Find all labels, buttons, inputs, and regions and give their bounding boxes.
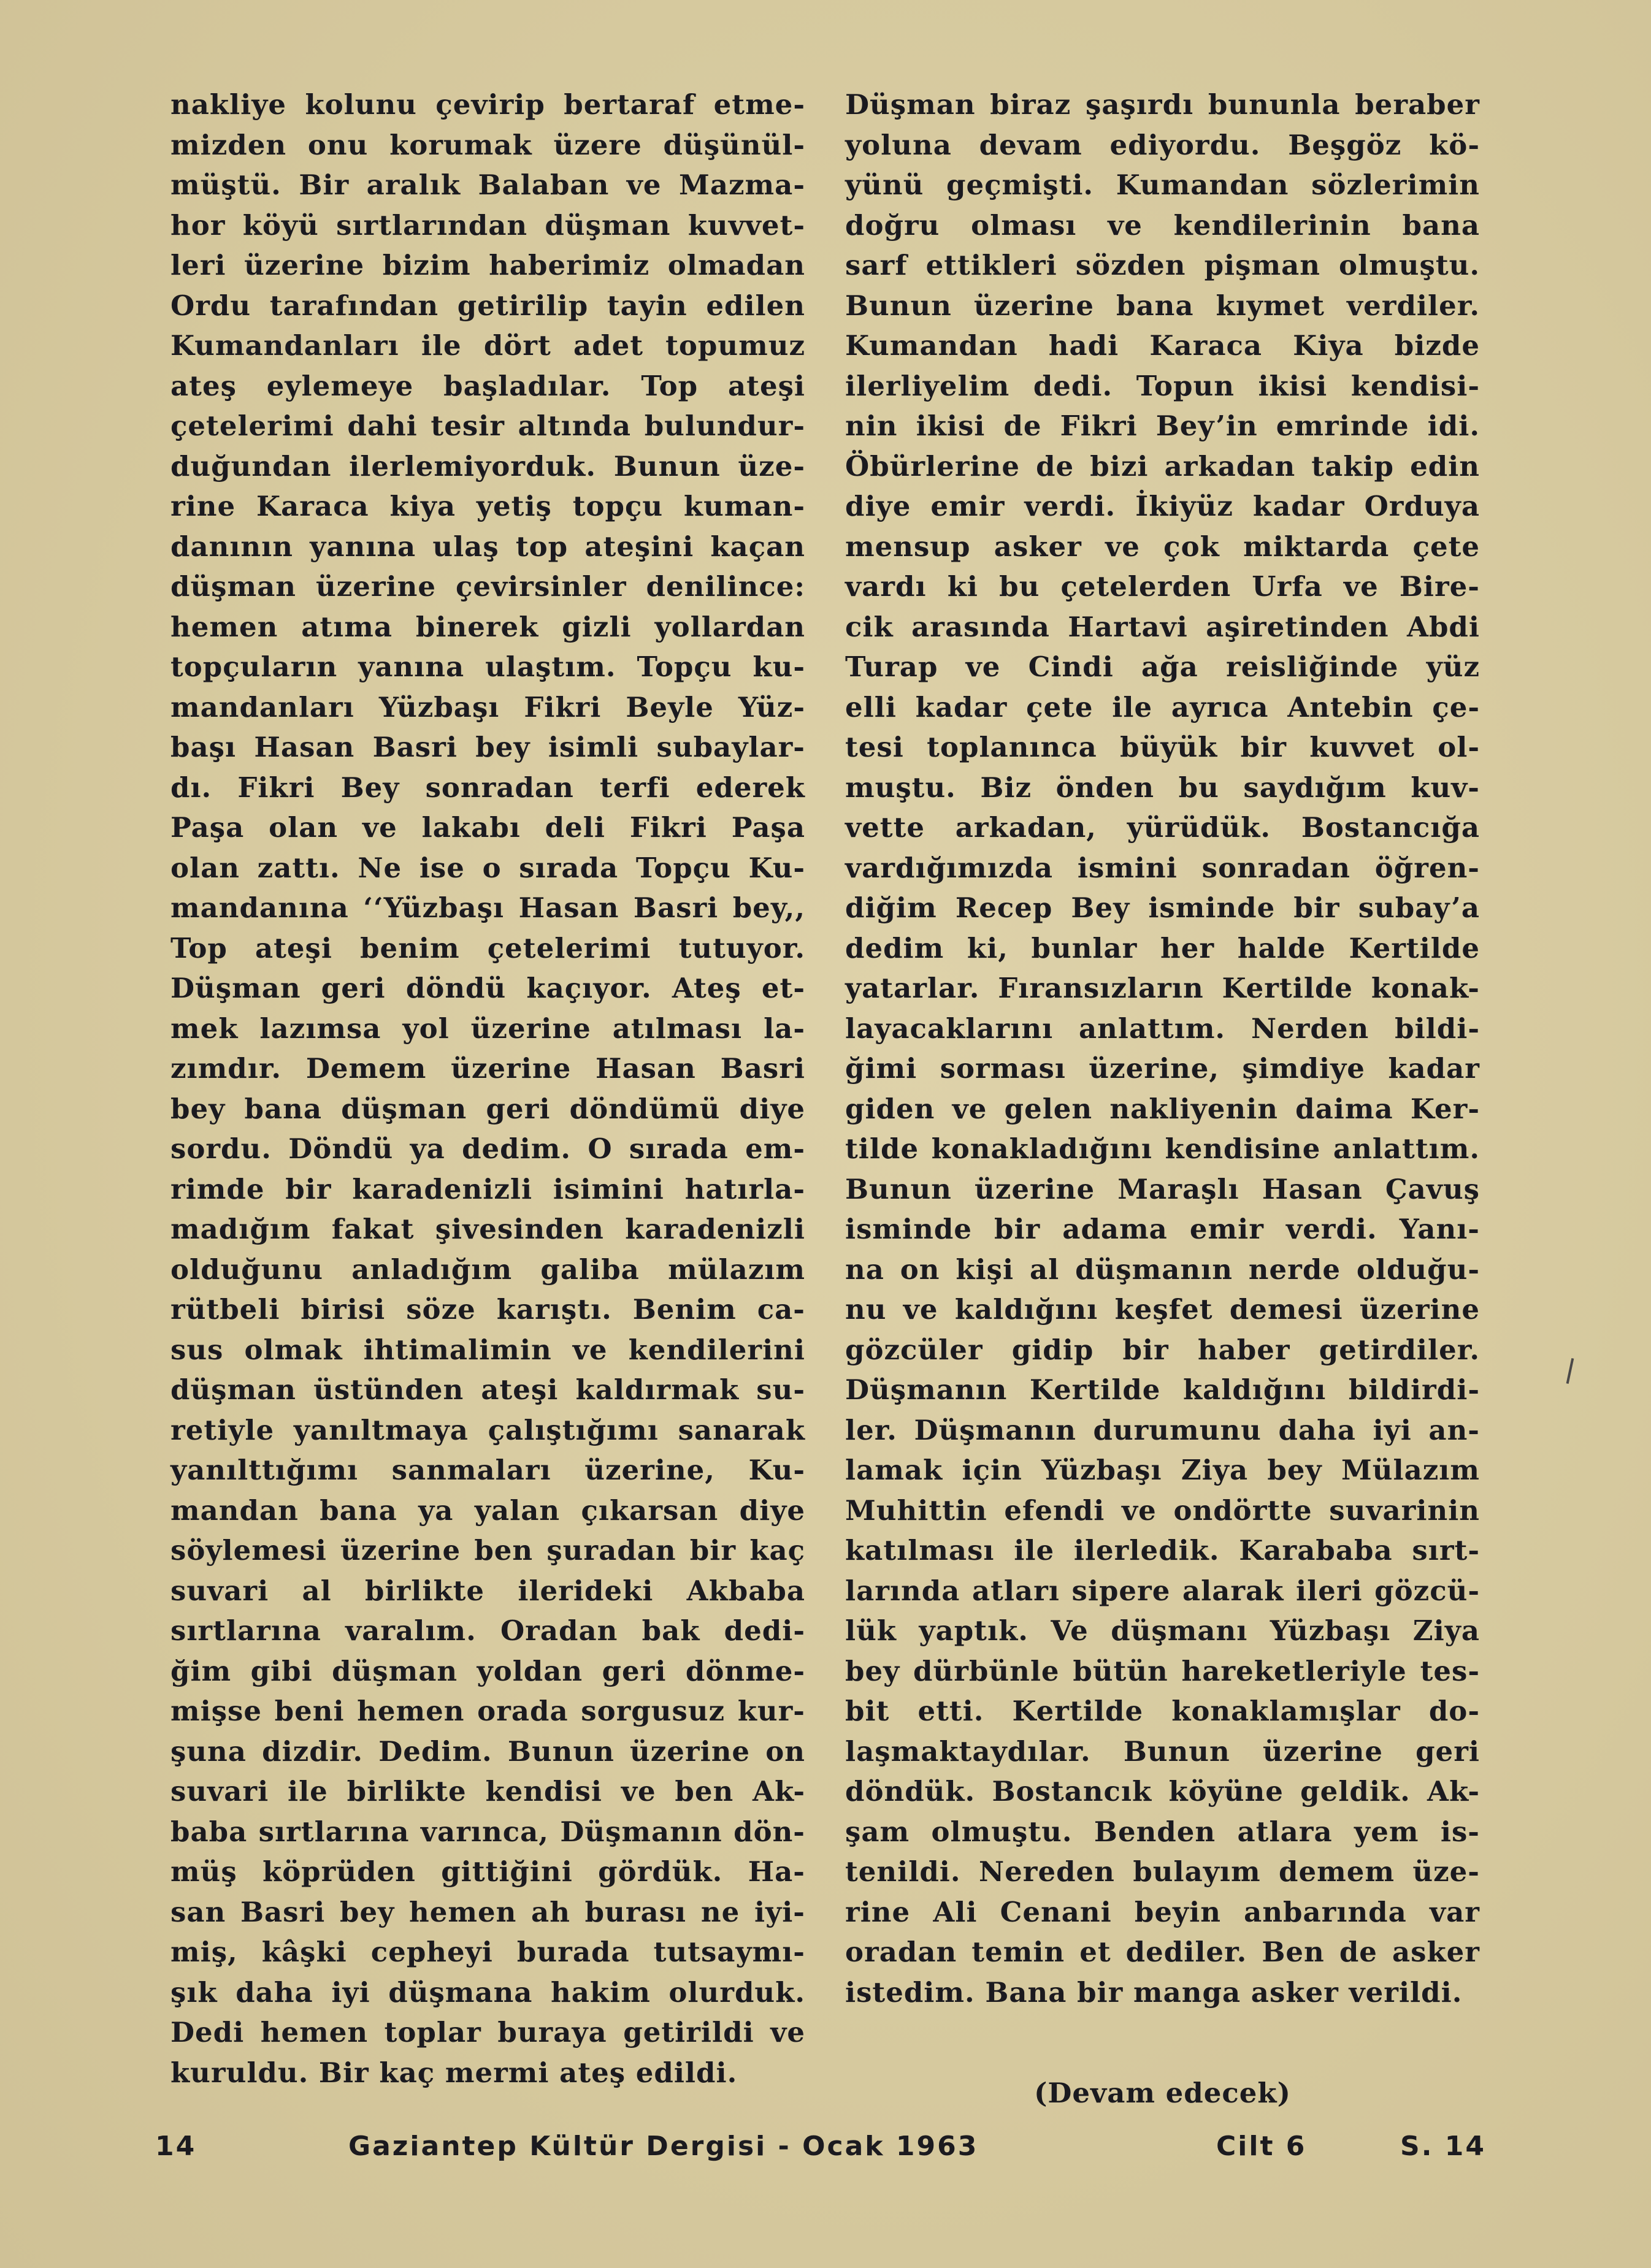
text-line: duğundan ilerlemiyorduk. Bunun üze- <box>170 449 805 483</box>
text-line: bey bana düşman geri döndümü diye <box>170 1092 805 1125</box>
text-line: müş köprüden gittiğini gördük. Ha- <box>170 1855 805 1888</box>
text-line: nu ve kaldığını keşfet demesi üzerine <box>845 1293 1480 1326</box>
text-line: diğim Recep Bey isminde bir subay’a <box>845 892 1480 924</box>
text-line: sus olmak ihtimalimin ve kendilerini <box>170 1333 805 1366</box>
text-line: şuna dizdir. Dedim. Bunun üzerine on <box>170 1735 805 1768</box>
text-line: layacaklarını anlattım. Nerden bildi- <box>845 1012 1480 1045</box>
text-line: nakliye kolunu çevirip bertaraf etme- <box>170 88 805 121</box>
text-line: yanılttığımı sanmaları üzerine, Ku- <box>170 1454 805 1486</box>
text-line: Öbürlerine de bizi arkadan takip edin <box>845 449 1480 483</box>
text-line: rimde bir karadenizli isimini hatırla- <box>170 1172 805 1205</box>
text-line: istedim. Bana bir manga asker verildi. <box>845 1976 1463 2009</box>
text-line: Ordu tarafından getirilip tayin edilen <box>170 289 805 322</box>
text-line: Düşmanın Kertilde kaldığını bildirdi- <box>845 1373 1480 1406</box>
text-line: Kumandanları ile dört adet topumuz <box>170 329 805 362</box>
text-line: rine Karaca kiya yetiş topçu kuman- <box>170 490 805 522</box>
text-line: düşman üzerine çevirsinler denilince: <box>170 570 805 603</box>
left-text-column <box>170 85 805 2093</box>
text-line: gözcüler gidip bir haber getirdiler. <box>845 1333 1480 1366</box>
text-line: cik arasında Hartavi aşiretinden Abdi <box>845 610 1480 643</box>
text-line: Düşman biraz şaşırdı bununla beraber <box>845 88 1480 121</box>
text-line: muştu. Biz önden bu saydığım kuv- <box>845 771 1480 804</box>
text-line: elli kadar çete ile ayrıca Antebin çe- <box>845 690 1480 724</box>
text-line: sarf ettikleri sözden pişman olmuştu. <box>845 249 1480 281</box>
text-line: larında atları sipere alarak ileri gözcü- <box>845 1574 1480 1607</box>
text-line: şık daha iyi düşmana hakim olurduk. <box>170 1976 805 2009</box>
text-line: rütbeli birisi söze karıştı. Benim ca- <box>170 1293 805 1326</box>
text-line: Kumandan hadi Karaca Kiya bizde <box>845 329 1480 362</box>
text-line: yatarlar. Fıransızların Kertilde konak- <box>845 972 1480 1004</box>
text-line: na on kişi al düşmanın nerde olduğu- <box>845 1253 1480 1286</box>
text-line: döndük. Bostancık köyüne geldik. Ak- <box>845 1775 1480 1808</box>
continued-note: (Devam edecek) <box>1034 2077 1291 2109</box>
text-line: mek lazımsa yol üzerine atılması la- <box>170 1012 805 1045</box>
text-line: Paşa olan ve lakabı deli Fikri Paşa <box>170 811 805 844</box>
text-line: tesi toplanınca büyük bir kuvvet ol- <box>845 731 1480 763</box>
text-line: mişse beni hemen orada sorgusuz kur- <box>170 1695 805 1727</box>
text-line: tenildi. Nereden bulayım demem üze- <box>845 1855 1480 1888</box>
text-line: mensup asker ve çok miktarda çete <box>845 530 1480 563</box>
text-line: baba sırtlarına varınca, Düşmanın dön- <box>170 1815 805 1848</box>
text-line: ler. Düşmanın durumunu daha iyi an- <box>845 1413 1480 1446</box>
text-line: mandanına ‘‘Yüzbaşı Hasan Basri bey,, <box>170 892 805 924</box>
text-line: vardı ki bu çetelerden Urfa ve Bire- <box>845 570 1480 603</box>
text-line: suvari ile birlikte kendisi ve ben Ak- <box>170 1775 805 1808</box>
text-line: vette arkadan, yürüdük. Bostancığa <box>845 811 1480 844</box>
text-line: miş, kâşki cepheyi burada tutsaymı- <box>170 1936 805 1968</box>
text-line: isminde bir adama emir verdi. Yanı- <box>845 1213 1480 1245</box>
footer-page-number: 14 <box>155 2131 197 2162</box>
text-line: lük yaptık. Ve düşmanı Yüzbaşı Ziya <box>845 1614 1480 1647</box>
text-line: Düşman geri döndü kaçıyor. Ateş et- <box>170 972 805 1004</box>
text-line: Bunun üzerine Maraşlı Hasan Çavuş <box>845 1172 1480 1205</box>
text-line: olduğunu anladığım galiba mülazım <box>170 1253 805 1286</box>
text-line: başı Hasan Basri bey isimli subaylar- <box>170 731 805 763</box>
text-line: müştü. Bir aralık Balaban ve Mazma- <box>170 169 805 201</box>
page-footer <box>155 2131 1486 2167</box>
text-line: danının yanına ulaş top ateşini kaçan <box>170 530 805 563</box>
text-line: topçuların yanına ulaştım. Topçu ku- <box>170 651 805 683</box>
footer-volume: Cilt 6 <box>1216 2131 1307 2162</box>
text-line: Dedi hemen toplar buraya getirildi ve <box>170 2016 805 2048</box>
text-line: diye emir verdi. İkiyüz kadar Orduya <box>845 490 1480 522</box>
text-line: hor köyü sırtlarından düşman kuvvet- <box>170 208 805 242</box>
text-line: lamak için Yüzbaşı Ziya bey Mülazım <box>845 1454 1480 1486</box>
text-line: düşman üstünden ateşi kaldırmak su- <box>170 1373 805 1406</box>
text-line: dedim ki, bunlar her halde Kertilde <box>845 931 1480 964</box>
footer-journal: Gaziantep Kültür Dergisi - Ocak 1963 <box>348 2131 979 2162</box>
text-line: bit etti. Kertilde konaklamışlar do- <box>845 1695 1480 1727</box>
text-line: madığım fakat şivesinden karadenizli <box>170 1213 805 1245</box>
text-line: yoluna devam ediyordu. Beşgöz kö- <box>845 128 1480 161</box>
text-line: oradan temin et dediler. Ben de asker <box>845 1936 1480 1968</box>
text-line: bey dürbünle bütün hareketleriyle tes- <box>845 1654 1480 1687</box>
text-line: şam olmuştu. Benden atlara yem is- <box>845 1815 1480 1848</box>
text-line: mizden onu korumak üzere düşünül- <box>170 128 805 161</box>
text-line: yünü geçmişti. Kumandan sözlerimin <box>845 169 1480 201</box>
right-text-column <box>845 85 1480 2012</box>
text-line: olan zattı. Ne ise o sırada Topçu Ku- <box>170 851 805 884</box>
text-line: sordu. Döndü ya dedim. O sırada em- <box>170 1132 805 1165</box>
text-line: leri üzerine bizim haberimiz olmadan <box>170 249 805 281</box>
text-line: retiyle yanıltmaya çalıştığımı sanarak <box>170 1413 805 1446</box>
text-line: Turap ve Cindi ağa reisliğinde yüz <box>845 651 1480 683</box>
text-line: zımdır. Demem üzerine Hasan Basri <box>170 1052 805 1085</box>
text-line: giden ve gelen nakliyenin daima Ker- <box>845 1092 1480 1125</box>
text-line: katılması ile ilerledik. Karababa sırt- <box>845 1534 1480 1567</box>
text-line: Bunun üzerine bana kıymet verdiler. <box>845 289 1480 322</box>
text-line: tilde konakladığını kendisine anlattım. <box>845 1132 1480 1165</box>
text-line: Top ateşi benim çetelerimi tutuyor. <box>170 931 805 964</box>
text-line: dı. Fikri Bey sonradan terfi ederek <box>170 771 805 804</box>
text-line: vardığımızda ismini sonradan öğren- <box>845 851 1480 884</box>
text-line: mandan bana ya yalan çıkarsan diye <box>170 1494 805 1527</box>
footer-issue: S. 14 <box>1400 2131 1486 2162</box>
text-line: Muhittin efendi ve ondörtte suvarinin <box>845 1494 1480 1527</box>
text-line: san Basri bey hemen ah burası ne iyi- <box>170 1895 805 1928</box>
text-line: ateş eylemeye başladılar. Top ateşi <box>170 369 805 402</box>
text-line: suvari al birlikte ilerideki Akbaba <box>170 1574 805 1607</box>
text-line: ilerliyelim dedi. Topun ikisi kendisi- <box>845 369 1480 402</box>
text-line: doğru olması ve kendilerinin bana <box>845 208 1480 242</box>
text-line: mandanları Yüzbaşı Fikri Beyle Yüz- <box>170 690 805 724</box>
text-line: nin ikisi de Fikri Bey’in emrinde idi. <box>845 410 1480 442</box>
text-line: söylemesi üzerine ben şuradan bir kaç <box>170 1534 805 1567</box>
text-line: sırtlarına varalım. Oradan bak dedi- <box>170 1614 805 1647</box>
text-line: hemen atıma binerek gizli yollardan <box>170 610 805 643</box>
text-line: rine Ali Cenani beyin anbarında var <box>845 1895 1480 1928</box>
text-line: ğimi sorması üzerine, şimdiye kadar <box>845 1052 1480 1085</box>
text-line: laşmaktaydılar. Bunun üzerine geri <box>845 1735 1480 1768</box>
text-line: ğim gibi düşman yoldan geri dönme- <box>170 1654 805 1687</box>
text-line: kuruldu. Bir kaç mermi ateş edildi. <box>170 2056 738 2089</box>
text-line: çetelerimi dahi tesir altında bulundur- <box>170 410 805 442</box>
